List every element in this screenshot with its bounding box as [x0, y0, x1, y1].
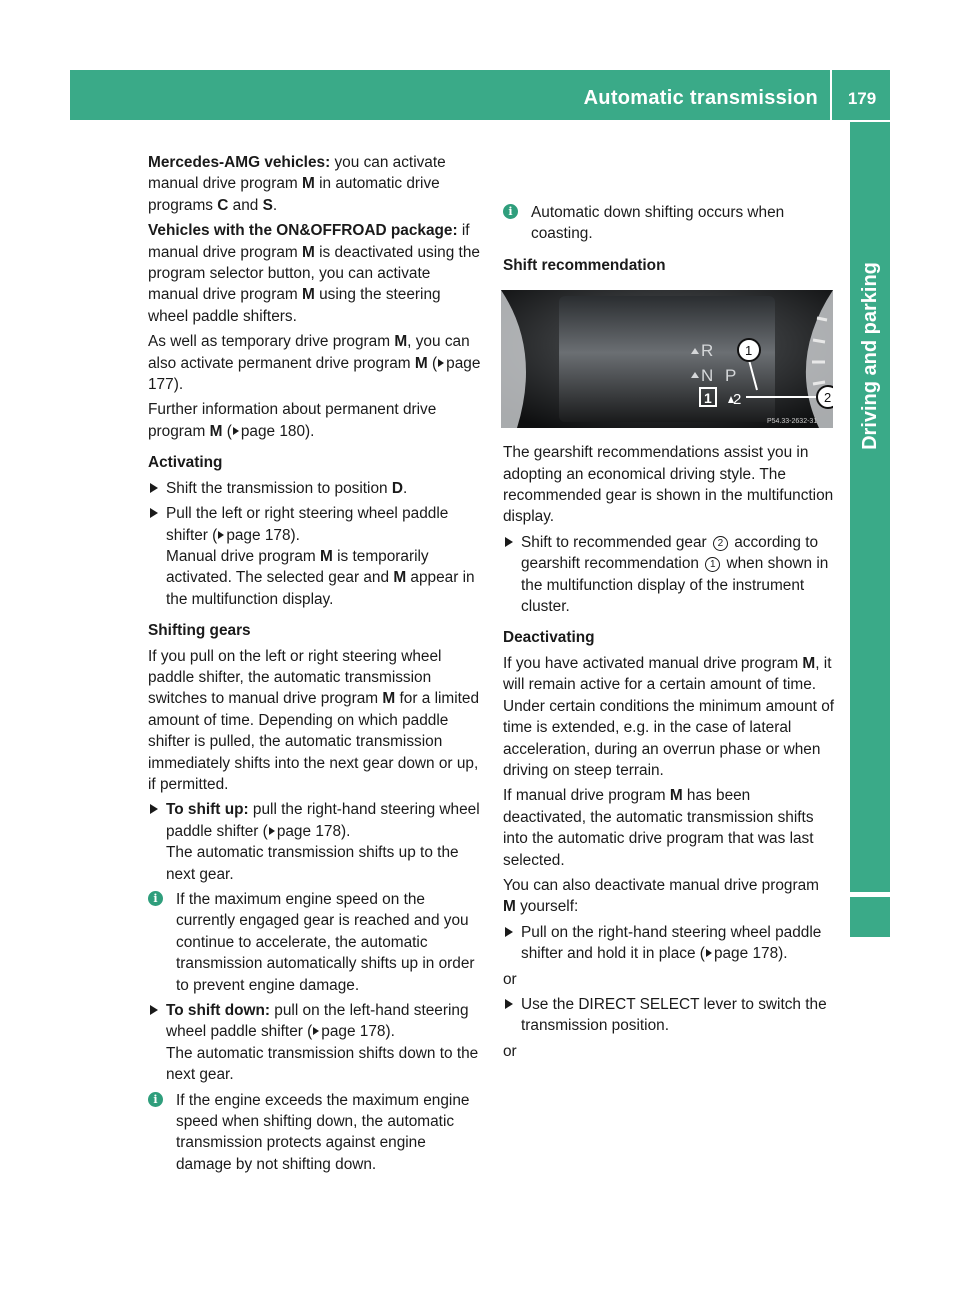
shifting-paragraph: If you pull on the left or right steering wheel paddle shifter, the automatic transmission switches to manual drive program M for a limited amount of time. Depending on which paddle shifter is pulled, the automatic transmission immediately shifts into the next gear down or up, if permitted.: [148, 647, 480, 793]
callout-1: 1: [745, 343, 753, 359]
step-arrow-icon: [150, 804, 158, 814]
heading-shifting-gears: Shifting gears: [148, 622, 251, 640]
amg-paragraph: Mercedes-AMG vehicles: you can activate manual drive program M in automatic drive programs C and S.: [148, 154, 446, 214]
callout-1-ref: 1: [705, 557, 720, 572]
heading-deactivating: Deactivating: [503, 629, 595, 647]
heading-activating: Activating: [148, 454, 223, 472]
page-ref-icon: [269, 827, 275, 835]
page-ref-icon: [438, 359, 444, 367]
left-column: [148, 152, 482, 1179]
page-header: [70, 70, 890, 120]
deactivating-paragraph-3: You can also deactivate manual drive program M yourself:: [503, 876, 819, 916]
step-arrow-icon: [150, 1005, 158, 1015]
header-title: Automatic transmission: [583, 87, 818, 109]
figure-code: P54.33-2632-31: [767, 418, 818, 426]
or-separator: or: [503, 970, 517, 988]
step-shift-up: To shift up: pull the right-hand steering wheel paddle shifter ( page 178). The automatic transmission shifts up to the next gear.: [148, 799, 482, 885]
callout-2-ref: 2: [713, 536, 728, 551]
page-ref-icon: [218, 531, 224, 539]
page-number: 179: [847, 89, 877, 108]
page-ref-link[interactable]: page 177: [148, 354, 481, 394]
step-arrow-icon: [505, 927, 513, 937]
section-tab: [850, 122, 890, 892]
page-ref-link[interactable]: page 178: [321, 1023, 386, 1041]
page-ref-icon: [233, 427, 239, 435]
info-icon: i: [148, 891, 163, 906]
step-arrow-icon: [150, 508, 158, 518]
page-ref-icon: [313, 1027, 319, 1035]
selected-gear: 1: [704, 390, 712, 407]
note-coasting: i Automatic down shifting occurs when coasting.: [503, 202, 835, 245]
step-arrow-icon: [505, 537, 513, 547]
page-ref-link[interactable]: page 178: [276, 822, 342, 840]
instrument-cluster-figure: [501, 290, 833, 428]
page-ref-icon: [706, 949, 712, 957]
callout-2: 2: [824, 390, 832, 406]
info-icon: i: [503, 204, 518, 219]
further-info-paragraph: Further information about permanent drive program M ( page 180).: [148, 401, 437, 440]
recommended-gear: 2: [733, 391, 742, 409]
or-separator: or: [503, 1042, 517, 1060]
onoffroad-paragraph: Vehicles with the ON&OFFROAD package: if manual drive program M is deactivated using the program selector button, you can activate manual drive program M using the steering wheel paddle shifters.: [148, 222, 480, 325]
gear-p: P: [725, 366, 737, 386]
heading-shift-recommendation: Shift recommendation: [503, 256, 666, 274]
step-shift-recommended: Shift to recommended gear 2 according to gearshift recommendation 1 when shown in the multifunction display of the instrument cluster.: [503, 532, 835, 618]
step-shift-to-d: Shift the transmission to position D.: [148, 478, 482, 499]
step-pull-paddle: Pull the left or right steering wheel paddle shifter ( page 178). Manual drive program M is temporarily activated. The selected gear and M appear in the multifunction display.: [148, 503, 482, 610]
header-separator: [830, 70, 832, 120]
note-max-speed-up: i If the maximum engine speed on the currently engaged gear is reached and you continue to accelerate, the automatic transmission automatically shifts up in order to prevent engine damage.: [148, 889, 482, 996]
step-arrow-icon: [150, 483, 158, 493]
recommendation-paragraph: The gearshift recommendations assist you in adopting an economical driving style. The recommended gear is shown in the multifunction display.: [503, 444, 834, 526]
step-arrow-icon: [505, 999, 513, 1009]
step-hold-paddle: Pull on the right-hand steering wheel paddle shifter and hold it in place ( page 178).: [503, 922, 835, 965]
page-ref-link[interactable]: page 178: [226, 526, 291, 544]
section-tab-marker: [850, 897, 890, 937]
page-ref-link[interactable]: page 178: [713, 945, 779, 963]
step-shift-down: To shift down: pull on the left-hand steering wheel paddle shifter ( page 178). The automatic transmission shifts down to the next gear.: [148, 1000, 482, 1086]
right-column: [503, 198, 835, 1066]
gear-n: N: [701, 366, 714, 386]
permanent-paragraph: As well as temporary drive program M, you can also activate permanent drive program M ( page 177).: [148, 333, 481, 394]
deactivating-paragraph-2: If manual drive program M has been deactivated, the automatic transmission shifts into the automatic drive program that was last selected.: [503, 787, 814, 869]
deactivating-paragraph-1: If you have activated manual drive program M, it will remain active for a certain amount of time. Under certain conditions the minimum amount of time is extended, e.g. in the case of lateral acceleration, during an overrun phase or when driving on steep terrain.: [503, 654, 835, 779]
step-direct-select: Use the DIRECT SELECT lever to switch the transmission position.: [503, 994, 835, 1037]
info-icon: i: [148, 1092, 163, 1107]
page-ref-link[interactable]: page 180: [240, 422, 306, 440]
note-max-speed-down: i If the engine exceeds the maximum engine speed when shifting down, the automatic transmission protects against engine damage by not shifting down.: [148, 1090, 482, 1176]
gear-r: R: [701, 341, 714, 361]
